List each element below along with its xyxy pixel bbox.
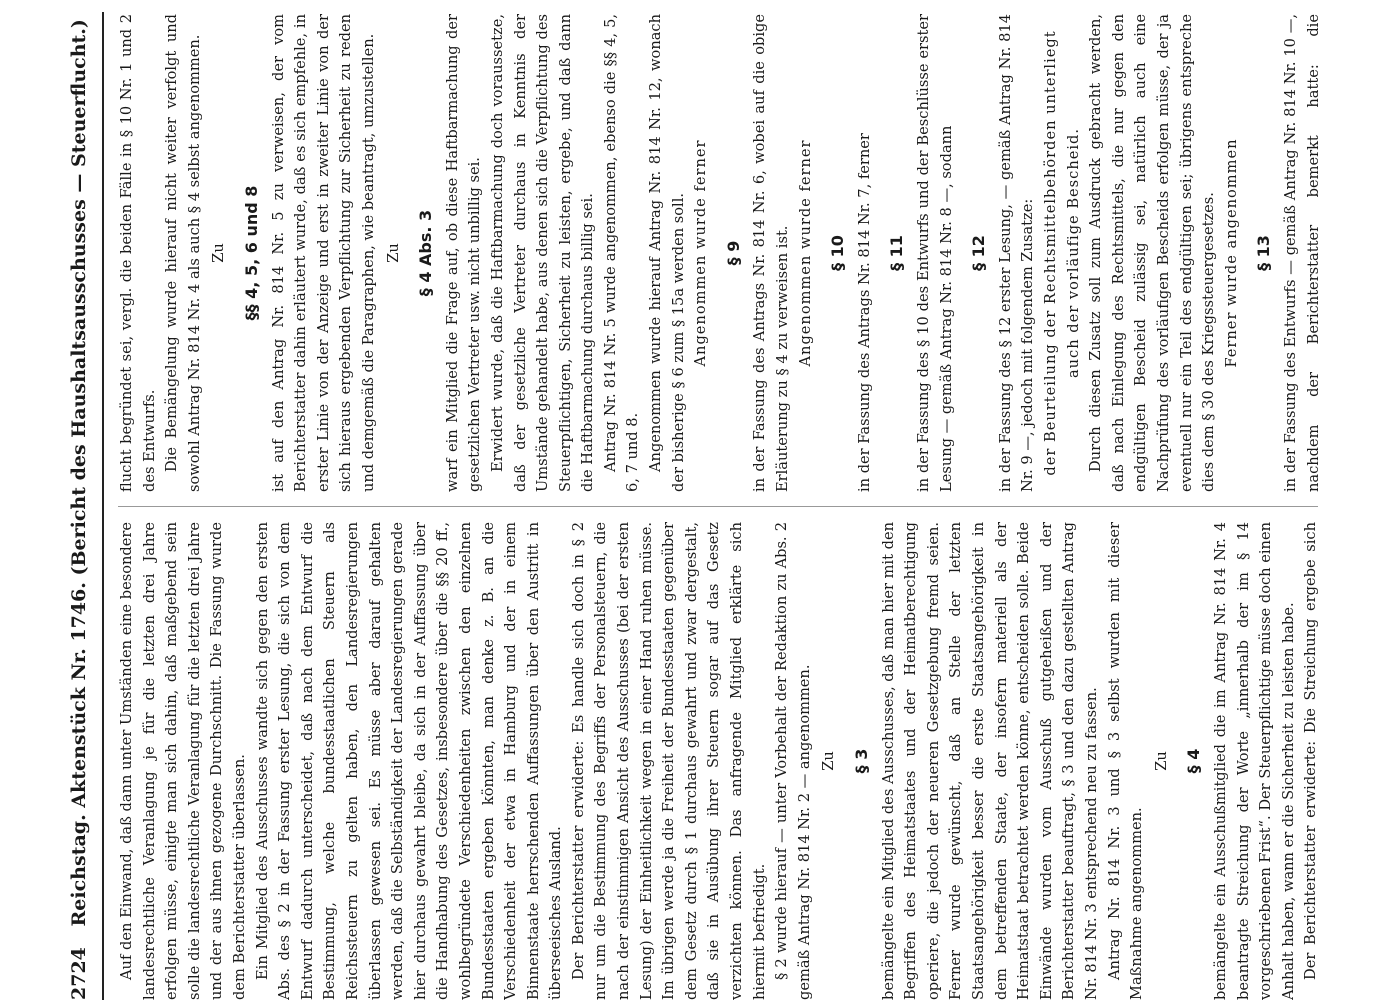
section-heading-3: § 3 xyxy=(852,748,871,774)
paragraph: Erwidert wurde, daß die Haftbarmachung doch voraussetze, daß der gesetzliche Vertreter durchaus in Kenntnis der Umstände gehandelt habe, aus denen sich die Verpflichtung des Steuerpflichtigen, Sicherheit zu leisten, ergebe, und daß dann die Haftbarmachung durchaus billig sei. xyxy=(488,14,597,492)
page-number: 2724 xyxy=(68,947,90,1000)
paragraph: Der Berichterstatter erwiderte: Die Streichung ergebe sich xyxy=(1302,522,1320,980)
paragraph: Auf den Einwand, daß dann unter Umständen eine besondere landesrechtliche Veranlagung je für die letzten drei Jahre erfolgen müsse, einigte man sich dahin, daß maßgebend sein solle die landesrechtliche Veranlagung für die letzten drei Jahre und der aus ihnen gezogene Durchschnitt. Die Fassung wurde dem Berichterstatter überlassen. xyxy=(118,522,248,1000)
centered-line: Angenommen wurde ferner xyxy=(796,139,814,367)
paragraph: Der Berichterstatter erwiderte: Es handle sich doch in § 2 nur um die Bestimmung des Begriffs der Personalsteuern, die nach der einstimmigen Ansicht des Ausschusses (bei der ersten Lesung) der Einheitlichkeit wegen in einer Hand ruhen müsse. Im übrigen werde ja die Freiheit der Bundesstaaten gegenüber dem Gesetz durch § 1 durchaus gewahrt und zwar dergestalt, daß sie in Ausübung ihrer Steuern sogar auf das Gesetz verzichten können. Das anfragende Mitglied erklärte sich hiermit befriedigt. xyxy=(569,522,768,1000)
paragraph: in der Fassung des § 10 des Entwurfs und der Beschlüsse erster Lesung — gemäß Antrag Nr. 814 Nr. 8 —, sodann xyxy=(915,14,955,492)
section-heading-11: § 11 xyxy=(887,235,907,271)
column-divider xyxy=(118,506,1318,507)
centered-line: Angenommen wurde ferner xyxy=(692,139,710,367)
section-heading-4-5-6-8: §§ 4, 5, 6 und 8 xyxy=(241,185,261,321)
paragraph: flucht begründet sei, vergl. die beiden Fälle in § 10 Nr. 1 und 2 des Entwurfs. xyxy=(118,14,158,492)
zu-label: Zu xyxy=(384,243,402,263)
paragraph: in der Fassung des Antrags Nr. 814 Nr. 7, ferner xyxy=(855,133,873,492)
paragraph: Ein Mitglied des Ausschusses wandte sich gegen den ersten Abs. des § 2 in der Fassung erster Lesung, die sich von dem Entwurf dadurch unterscheidet, daß nach dem Entwurf die Bestimmung, welche bundesstaatlichen Steuern als Reichssteuern zu gelten haben, den Landesregierungen überlassen gewesen sei. Es müsse aber darauf gehalten werden, daß die Selbständigkeit der Landesregierungen gerade hier durchaus gewahrt bleibe, da sich in der Auffassung über die Handhabung des Gesetzes, insbesondere über die §§ 20 ff., wohlbegründete Verschiedenheiten zwischen den einzelnen Bundesstaaten ergeben könnten, man denke z. B. an die Verschiedenheit der etwa in Hamburg und der in einem Binnenstaate herrschenden Auffassungen über den Austritt in überseeisches Ausland. xyxy=(253,522,565,1000)
paragraph: in der Fassung des Antrags Nr. 814 Nr. 6, wobei auf die obige Erläuterung zu § 4 zu verweisen ist. xyxy=(751,14,792,492)
zu-label: Zu xyxy=(1152,751,1170,771)
paragraph: in der Fassung des Entwurfs — gemäß Antrag Nr. 814 Nr. 10 —, nachdem der Berichterstatter bemerkt hatte: die xyxy=(1281,14,1322,492)
section-heading-9: § 9 xyxy=(723,240,743,266)
paragraph: Angenommen wurde hierauf Antrag Nr. 814 Nr. 12, wonach der bisherige § 6 zum § 15a werden soll. xyxy=(647,14,687,492)
paragraph: warf ein Mitglied die Frage auf, ob diese Haftbarmachung der gesetzlichen Vertreter usw. nicht unbillig sei. xyxy=(443,14,484,492)
left-column xyxy=(116,522,1326,1000)
zu-label: Zu xyxy=(820,751,838,771)
header-rule xyxy=(102,12,104,1000)
paragraph: bemängelte ein Mitglied des Ausschusses, daß man hier mit den Begriffen des Heimatstaates und der Heimatberechtigung operiere, die jedoch der neueren Gesetzgebung fremd seien. Ferner wurde gewünscht, daß an Stelle der letzten Staatsangehörigkeit besser die erste Staatsangehörigkeit in dem betreffenden Staate, der insofern materiell als der Heimatstaat betrachtet werden könne, entscheiden solle. Beide Einwände wurden vom Ausschuß gutgeheißen und der Berichterstatter beauftragt, § 3 und den dazu gestellten Antrag Nr. 814 Nr. 3 entsprechend neu zu fassen. xyxy=(879,522,1100,1000)
paragraph: § 2 wurde hierauf — unter Vorbehalt der Redaktion zu Abs. 2 gemäß Antrag Nr. 814 Nr. 2 — angenommen. xyxy=(773,522,813,1000)
section-heading-4-abs-3: § 4 Abs. 3 xyxy=(416,209,436,297)
zu-label: Zu xyxy=(210,243,228,263)
rotated-page xyxy=(58,0,1338,1000)
paragraph: Antrag Nr. 814 Nr. 5 wurde angenommen, ebenso die §§ 4, 5, 6, 7 und 8. xyxy=(601,14,642,492)
paragraph: in der Fassung des § 12 erster Lesung, — gemäß Antrag Nr. 814 Nr. 9 —, jedoch mit folgendem Zusatze: xyxy=(996,14,1037,492)
section-heading-12: § 12 xyxy=(969,235,989,271)
running-title: Reichstag. Aktenstück Nr. 1746. (Bericht des Haushaltsausschusses — Steuerflucht.) xyxy=(68,19,90,927)
paragraph: Durch diesen Zusatz soll zum Ausdruck gebracht werden, daß nach Einlegung des Rechtsmittels, die nur gegen den endgültigen Bescheid zulässig sei, natürlich auch eine Nachprüfung des vorläufigen Bescheids erfolgen müsse, der ja eventuell nur ein Teil des endgültigen sei; übrigens entspreche dies dem § 30 des Kriegssteuergesetzes. xyxy=(1087,14,1218,492)
paragraph: Antrag Nr. 814 Nr. 3 und § 3 selbst wurden mit dieser Maßnahme angenommen. xyxy=(1105,522,1146,1000)
section-heading-10: § 10 xyxy=(828,235,848,271)
paragraph: ist auf den Antrag Nr. 814 Nr. 5 zu verweisen, der vom Berichterstatter dahin erläutert wurde, daß es sich empfehle, in erster Linie von der Anzeige und erst in zweiter Linie von der sich hieraus ergebenden Verpflichtung zur Sicherheit zu reden und demgemäß die Paragraphen, wie beantragt, umzustellen. xyxy=(269,14,377,492)
quoted-addition: der Beurteilung der Rechtsmittelbehörden unterliegt auch der vorläufige Bescheid. xyxy=(1041,30,1082,476)
centered-line: Ferner wurde angenommen xyxy=(1222,138,1240,368)
page-header xyxy=(68,12,90,1000)
paragraph: Die Bemängelung wurde hierauf nicht weiter verfolgt und sowohl Antrag Nr. 814 Nr. 4 als auch § 4 selbst angenommen. xyxy=(163,14,203,492)
section-heading-13: § 13 xyxy=(1254,235,1274,271)
section-heading-4: § 4 xyxy=(1184,748,1204,774)
right-column xyxy=(116,14,1326,492)
paragraph: bemängelte ein Ausschußmitglied die im Antrag Nr. 814 Nr. 4 beantragte Streichung der Worte „innerhalb der im § 14 vorgeschriebenen Frist“. Der Steuerpflichtige müsse doch einen Anhalt haben, wann er die Sicherheit zu leisten habe. xyxy=(1211,522,1297,1000)
